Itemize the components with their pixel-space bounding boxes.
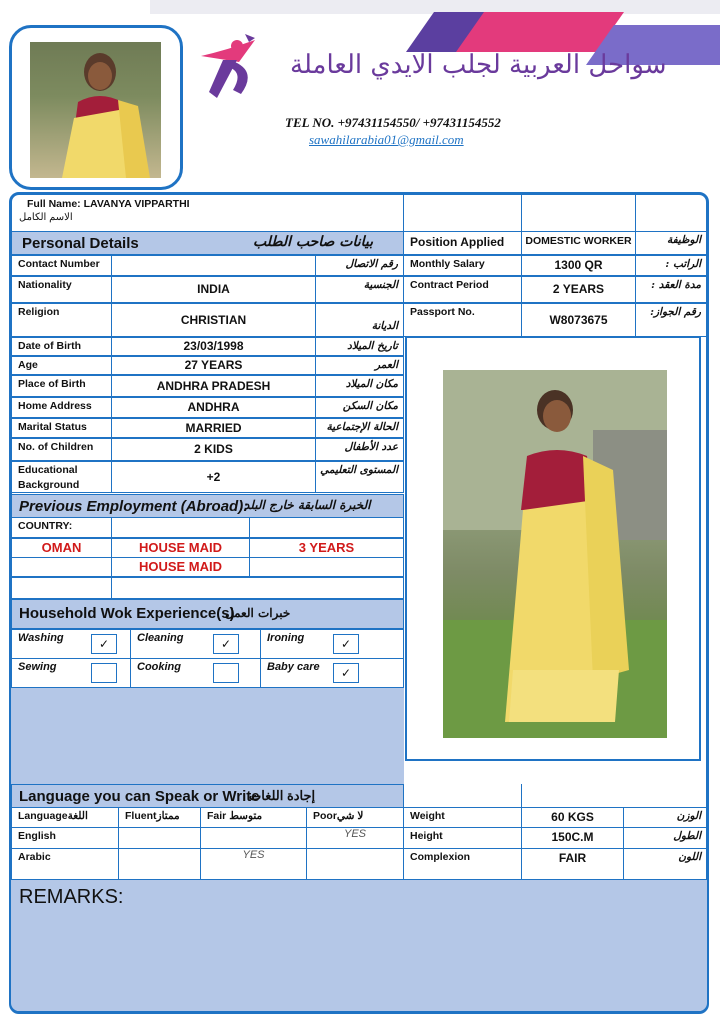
- employment-empty-row-b: [111, 577, 404, 599]
- position-label-ar: رقم الجواز:: [635, 303, 707, 337]
- language-col-header: Fluentممتاز: [118, 807, 201, 828]
- employment-country: OMAN: [11, 538, 112, 558]
- personal-value: [111, 255, 316, 276]
- personal-label-ar: العمر: [315, 356, 404, 375]
- language-cell-fluent: [118, 848, 201, 880]
- language-col-header: Poorلا شي: [306, 807, 404, 828]
- previous-employment-title-ar: الخبرة السابقة خارج البلد: [244, 498, 371, 512]
- employment-header-empty-2: [249, 517, 404, 538]
- skill-cell: Baby care: [260, 658, 404, 688]
- skill-checkbox[interactable]: [91, 663, 117, 683]
- employment-job: HOUSE MAID: [111, 557, 250, 577]
- position-value: W8073675: [521, 303, 636, 337]
- skill-cell: Washing: [11, 629, 131, 659]
- remarks-panel: [11, 880, 707, 1011]
- household-experience-title: Household Wok Experience(s): [19, 605, 235, 622]
- position-value: DOMESTIC WORKER: [521, 231, 636, 255]
- language-cell-poor: YES: [306, 827, 404, 849]
- physical-value: 60 KGS: [521, 807, 624, 828]
- employment-period: [249, 557, 404, 577]
- personal-value: CHRISTIAN: [111, 303, 316, 337]
- position-label-ar: الوظيفة: [635, 231, 707, 255]
- full-name-value: LAVANYA VIPPARTHI: [83, 198, 190, 210]
- position-label: Position Applied: [403, 231, 522, 255]
- personal-label: Religion: [11, 303, 112, 337]
- personal-label: Nationality: [11, 276, 112, 303]
- personal-value: +2: [111, 461, 316, 493]
- full-body-photo-frame: [405, 336, 701, 761]
- full-name-cell: [11, 194, 404, 232]
- skill-cell: Ironing: [260, 629, 404, 659]
- previous-employment-header: [11, 494, 404, 518]
- full-name-arabic: الاسم الكامل: [19, 212, 73, 223]
- physical-label-ar: اللون: [623, 848, 707, 880]
- household-experience-header: [11, 599, 404, 629]
- personal-value: 23/03/1998: [111, 337, 316, 356]
- personal-label: Age: [11, 356, 112, 375]
- physical-label: Complexion: [403, 848, 522, 880]
- personal-details-title: Personal Details: [22, 235, 139, 252]
- personal-label-ar: تاريخ الميلاد: [315, 337, 404, 356]
- personal-label-ar: الجنسية: [315, 276, 404, 303]
- personal-value: ANDHRA PRADESH: [111, 375, 316, 397]
- physical-label-ar: الطول: [623, 827, 707, 849]
- personal-label-ar: رقم الاتصال: [315, 255, 404, 276]
- personal-value: MARRIED: [111, 418, 316, 438]
- personal-label-ar: الحالة الإجتماعية: [315, 418, 404, 438]
- language-cell-lang: Arabic: [11, 848, 119, 880]
- country-label: COUNTRY:: [11, 517, 112, 538]
- position-label: Passport No.: [403, 303, 522, 337]
- language-header: [11, 784, 404, 808]
- language-col-header: Fair متوسط: [200, 807, 307, 828]
- person-thumbnail-icon: [30, 42, 161, 178]
- physical-value: FAIR: [521, 848, 624, 880]
- remarks-title: REMARKS:: [19, 886, 124, 908]
- position-label: Contract Period: [403, 276, 522, 303]
- language-cell-lang: English: [11, 827, 119, 849]
- position-label-ar: مدة العقد :: [635, 276, 707, 303]
- physical-header-empty-2: [521, 784, 707, 808]
- language-cell-fair: [200, 827, 307, 849]
- skill-cell: Cleaning: [130, 629, 261, 659]
- employment-period: 3 YEARS: [249, 538, 404, 558]
- personal-label-ar: مكان السكن: [315, 397, 404, 418]
- personal-value: INDIA: [111, 276, 316, 303]
- skill-checkbox[interactable]: ✓: [333, 663, 359, 683]
- personal-label: Place of Birth: [11, 375, 112, 397]
- personal-label: Contact Number: [11, 255, 112, 276]
- personal-label: Home Address: [11, 397, 112, 418]
- full-name-label: Full Name:: [27, 198, 81, 210]
- personal-label-line1: Educational: [18, 464, 78, 476]
- personal-label-ar: المستوى التعليمي: [315, 461, 404, 493]
- employment-country: [11, 557, 112, 577]
- language-col-header: Languageاللغة: [11, 807, 119, 828]
- personal-label: [11, 461, 112, 493]
- skill-checkbox[interactable]: ✓: [91, 634, 117, 654]
- physical-label: Height: [403, 827, 522, 849]
- physical-value: 150C.M: [521, 827, 624, 849]
- personal-value: 27 YEARS: [111, 356, 316, 375]
- employment-header-empty-1: [111, 517, 250, 538]
- header-empty-cell-1: [403, 194, 522, 232]
- personal-label: Marital Status: [11, 418, 112, 438]
- personal-label-ar: عدد الأطفال: [315, 438, 404, 461]
- personal-label-ar: الديانة: [315, 303, 404, 337]
- personal-value: 2 KIDS: [111, 438, 316, 461]
- personal-details-header: [11, 231, 404, 255]
- language-cell-fluent: [118, 827, 201, 849]
- full-body-photo: [443, 370, 667, 738]
- header-empty-cell-3: [635, 194, 707, 232]
- telephone-numbers: TEL NO. +97431154550/ +97431154552: [285, 115, 501, 130]
- physical-header-empty-1: [403, 784, 522, 808]
- header-empty-cell-2: [521, 194, 636, 232]
- company-logo-icon: [197, 32, 265, 100]
- skill-checkbox[interactable]: [213, 663, 239, 683]
- household-experience-title-ar: خبرات العمل: [225, 606, 291, 620]
- personal-label-line2: Background: [18, 479, 80, 491]
- profile-photo: [30, 42, 161, 178]
- email-link[interactable]: sawahilarabia01@gmail.com: [309, 132, 464, 147]
- language-title: Language you can Speak or Write: [19, 788, 260, 805]
- profile-photo-frame: [9, 25, 183, 190]
- position-value: 2 YEARS: [521, 276, 636, 303]
- position-label: Monthly Salary: [403, 255, 522, 276]
- skill-cell: Sewing: [11, 658, 131, 688]
- skill-checkbox[interactable]: ✓: [213, 634, 239, 654]
- personal-label: Date of Birth: [11, 337, 112, 356]
- personal-label: No. of Children: [11, 438, 112, 461]
- company-name-arabic: سواحل العربية لجلب الايدي العاملة: [290, 50, 667, 80]
- language-title-ar: إجادة اللغات: [249, 788, 316, 803]
- person-full-icon: [443, 370, 667, 738]
- previous-employment-title: Previous Employment (Abroad):: [19, 498, 249, 515]
- skill-cell: Cooking: [130, 658, 261, 688]
- personal-value: ANDHRA: [111, 397, 316, 418]
- language-cell-fair: YES: [200, 848, 307, 880]
- personal-label-ar: مكان الميلاد: [315, 375, 404, 397]
- employment-empty-row-a: [11, 577, 112, 599]
- position-label-ar: الراتب :: [635, 255, 707, 276]
- physical-label: Weight: [403, 807, 522, 828]
- language-cell-poor: [306, 848, 404, 880]
- left-blank-panel: [11, 688, 404, 784]
- employment-job: HOUSE MAID: [111, 538, 250, 558]
- personal-details-title-ar: بيانات صاحب الطلب: [252, 234, 373, 250]
- skill-checkbox[interactable]: ✓: [333, 634, 359, 654]
- physical-label-ar: الوزن: [623, 807, 707, 828]
- position-value: 1300 QR: [521, 255, 636, 276]
